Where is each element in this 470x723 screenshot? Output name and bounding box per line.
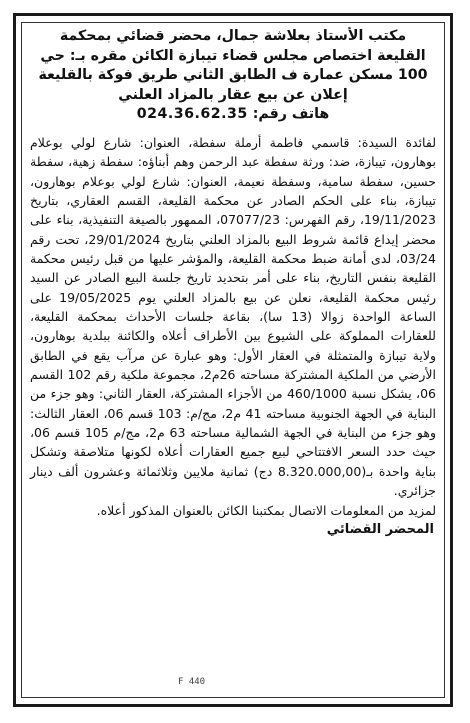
phone-label: هاتف رقم: — [252, 106, 330, 123]
header-line-jurisdiction: القليعة اختصاص مجلس قضاء تيبازة الكائن مقره بـ: حي — [40, 47, 426, 64]
phone-number: 024.36.62.35 — [136, 106, 248, 123]
footer-code: F 440 — [178, 677, 206, 687]
notice-header — [22, 23, 444, 127]
signature: المحضر القضائي — [326, 521, 434, 537]
header-line-office: مكتب الأستاذ بعلاشة جمال، محضر قضائي بمحكمة — [59, 28, 407, 44]
notice-body — [22, 127, 444, 520]
header-line-address: 100 مسكن عمارة ف الطابق الثاني طريق فوكة بالقليعة — [38, 67, 428, 84]
notice-body-paragraph: لفائدة السيدة: قاسمي فاطمة أرملة سفطة، العنوان: شارع لولي بوعلام بوهارون، تيبازة، ضد: ورثة سفطة عبد الرحمن وهم أبناؤه: سفطة زهية، سفطة حسين، سفطة سامية، وسفطة نعيمة، العنوان: شارع لولي بوعلام بوهارون، تيبازة، بناء على الحكم الصادر عن محكمة القليعة، القسم العقاري، بتاريخ 19/11/2023، رقم الفهرس: 07077/23، الممهور بالصيغة التنفيذية، بناء على محضر إيداع قائمة شروط البيع بالمزاد العلني بتاريخ 29/01/2024، تحت رقم 03/24، لدى أمانة ضبط محكمة القليعة، والمؤشر عليها من قبل رئيس محكمة القليعة بنفس التاريخ، بناء على أمر بتحديد تاريخ جلسة البيع الصادر عن السيد رئيس محكمة القليعة، نعلن عن بيع بالمزاد العلني يوم 19/05/2025 على الساعة الواحدة زوالا (13 سا)، بقاعة جلسات الأحداث بمحكمة القليعة، للعقارات المملوكة على الشيوع بين الأطراف أعلاه والكائنة ببلدية بوهارون، ولاية تيبازة والمتمثلة في العقار الأول: وهو عبارة عن مرآب يقع في الطابق الأرضي من الملكية المشتركة مساحته 26م2، مجموعة ملكية رقم 102 القسم 06، يشكل نسبة 460/1000 من الأجزاء المشتركة، العقار الثاني: وهو جزء من البناية في الجهة الجنوبية مساحته 41 م2، مج/م: 103 قسم 06، العقار الثالث: وهو جزء من البناية في الجهة الشمالية مساحته 63 م2، مج/م 105 قسم 06، حيث حدد السعر الافتتاحي لبيع جميع العقارات أعلاه لكونها متلاصقة وتشكل بناية واحدة بـ(8.320.000,00 دج) ثمانية ملايين وثلاثمائة وعشرون ألف دينار جزائري. — [30, 134, 436, 499]
legal-notice-inner-frame — [21, 22, 445, 698]
phone-line — [28, 105, 438, 125]
legal-notice-box — [13, 13, 453, 707]
notice-closing-line: لمزيد من المعلومات الاتصال بمكتبنا الكائن بالعنوان المذكور أعلاه. — [96, 502, 436, 518]
notice-title: إعلان عن بيع عقار بالمزاد العلني — [118, 86, 348, 103]
